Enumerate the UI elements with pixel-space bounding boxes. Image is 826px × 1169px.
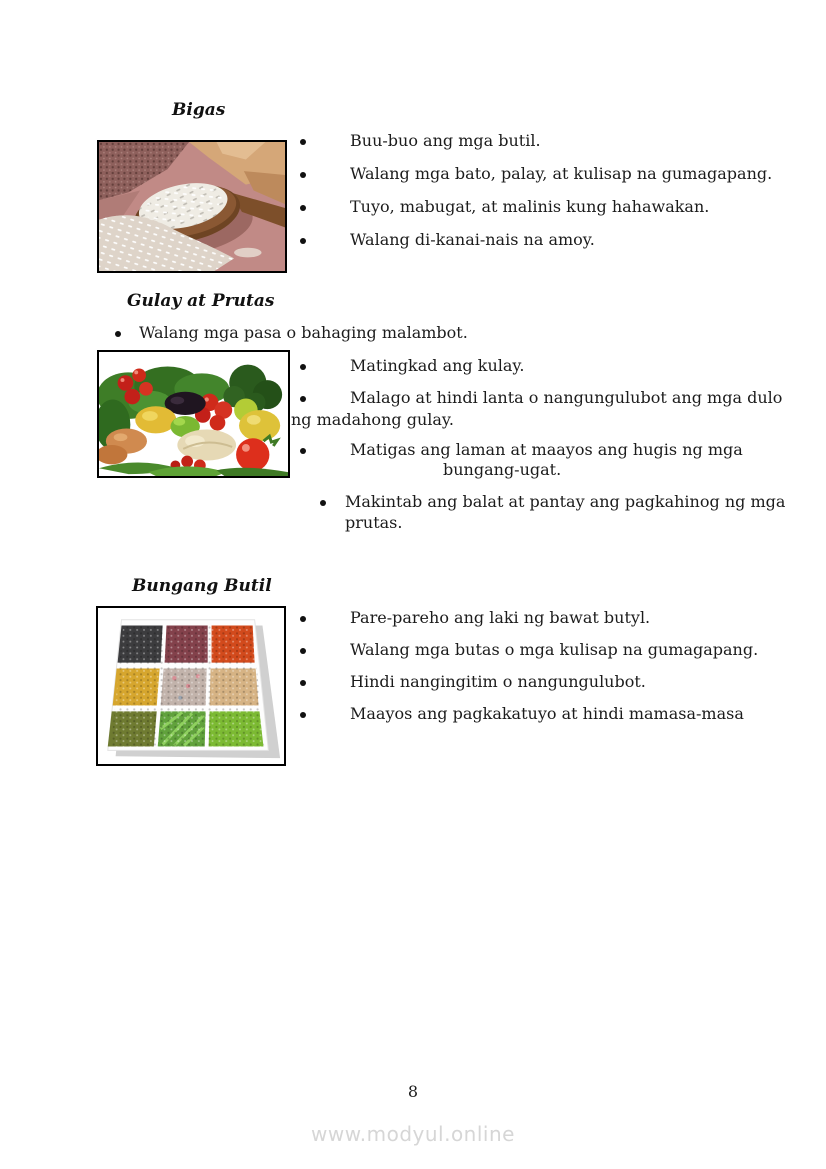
list-item: [300, 164, 800, 184]
list-item-text: Malago at hindi lanta o nangungulubot ang mga dulo: [350, 388, 783, 407]
bullet-icon: [300, 712, 306, 718]
list-item-text: prutas.: [345, 513, 403, 532]
watermark-text: www.modyul.online: [311, 1122, 515, 1146]
bullet-icon: [300, 238, 306, 244]
list-item-text: Walang di-kanai-nais na amoy.: [350, 230, 595, 249]
list-item-text: bungang-ugat.: [443, 460, 562, 479]
list-item: [300, 672, 800, 692]
list-item: [115, 323, 468, 343]
list-item: [300, 356, 524, 376]
bullet-icon: [115, 331, 121, 337]
bullet-icon: [300, 396, 306, 402]
list-item-text: Matingkad ang kulay.: [350, 356, 525, 375]
bullet-icon: [300, 139, 306, 145]
bullet-icon: [300, 648, 306, 654]
section-heading-bigas: Bigas: [172, 100, 226, 120]
list-item: [320, 492, 785, 512]
list-item-text: ng madahong gulay.: [291, 410, 454, 429]
grains-photo: [96, 606, 286, 766]
list-item-text: Walang mga butas o mga kulisap na gumagapang.: [350, 640, 759, 659]
bullet-icon: [300, 448, 306, 454]
grains-photo-illustration: [98, 608, 284, 764]
list-item-text: Buu-buo ang mga butil.: [350, 131, 541, 150]
bigas-bullet-list: [300, 131, 800, 263]
rice-photo: [97, 140, 287, 273]
list-item-text: Matigas ang laman at maayos ang hugis ng mga: [350, 440, 743, 459]
list-item: [300, 440, 743, 460]
vegetables-photo: [97, 350, 290, 478]
list-item-text: Pare-pareho ang laki ng bawat butyl.: [350, 608, 651, 627]
bungang-butil-bullet-list: [300, 608, 800, 736]
section-heading-bungang-butil: Bungang Butil: [132, 576, 272, 596]
list-item-text: Walang mga pasa o bahaging malambot.: [139, 323, 468, 342]
list-item-text: Walang mga bato, palay, at kulisap na gumagapang.: [350, 164, 773, 183]
list-item-continuation: [345, 513, 402, 533]
bullet-icon: [320, 500, 326, 506]
list-item-continuation: [443, 460, 561, 480]
list-item-continuation: [291, 410, 454, 430]
list-item: [300, 197, 800, 217]
bullet-icon: [300, 680, 306, 686]
section-heading-gulay-at-prutas: Gulay at Prutas: [127, 291, 275, 311]
list-item-text: Makintab ang balat at pantay ang pagkahinog ng mga: [345, 492, 786, 511]
rice-photo-illustration: [99, 142, 285, 271]
list-item: [300, 608, 800, 628]
bullet-icon: [300, 616, 306, 622]
list-item: [300, 704, 800, 724]
vegetables-photo-illustration: [99, 352, 288, 476]
bullet-icon: [300, 205, 306, 211]
list-item: [300, 640, 800, 660]
list-item: [300, 131, 800, 151]
list-item-text: Tuyo, mabugat, at malinis kung hahawakan.: [350, 197, 710, 216]
bullet-icon: [300, 364, 306, 370]
page-number: 8: [407, 1082, 419, 1101]
list-item: [300, 388, 782, 408]
bullet-icon: [300, 172, 306, 178]
list-item: [300, 230, 800, 250]
list-item-text: Hindi nangingitim o nangungulubot.: [350, 672, 646, 691]
list-item-text: Maayos ang pagkakatuyo at hindi mamasa-masa: [350, 704, 744, 723]
